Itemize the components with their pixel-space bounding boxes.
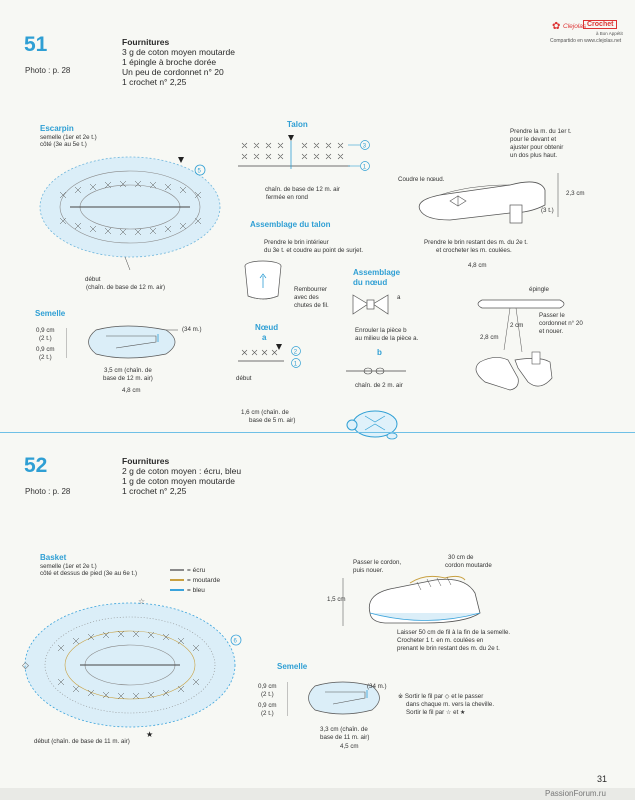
shoe-note4: un dos plus haut. bbox=[510, 152, 558, 159]
brand-box: Crochet bbox=[583, 20, 617, 29]
talon-note1: chaîn. de base de 12 m. air bbox=[265, 186, 340, 193]
basket-sub2: côté et dessus de pied (3e au 6e t.) bbox=[40, 570, 137, 577]
semelle-h3: 0,9 cm bbox=[36, 346, 55, 353]
shoe-noeud-note: Coudre le nœud. bbox=[398, 176, 445, 183]
page-number: 31 bbox=[597, 774, 608, 784]
fournitures-block bbox=[122, 456, 241, 496]
note-line3: Sortir le fil par ☆ et ★ bbox=[406, 709, 466, 716]
footer-bar bbox=[0, 788, 635, 800]
assemblage-noeud-note2: au milieu de la pièce a. bbox=[355, 335, 419, 342]
semelle-h2: (2 t.) bbox=[261, 691, 274, 698]
noeud-crochet-diagram bbox=[236, 342, 306, 372]
pin-shoes-figure bbox=[460, 290, 580, 420]
fourniture-item: 2 g de coton moyen : écru, bleu bbox=[122, 466, 242, 476]
legend-label: = bleu bbox=[187, 586, 205, 594]
shoe-note2: pour le devant et bbox=[510, 136, 557, 143]
fournitures-title: Fournitures bbox=[122, 37, 170, 47]
svg-text:◇: ◇ bbox=[22, 661, 29, 671]
talon-title: Talon bbox=[287, 120, 308, 129]
shoe-bottom2: et crocheter les m. coulées. bbox=[436, 247, 512, 254]
svg-text:2: 2 bbox=[293, 349, 298, 356]
note-line1: ※ Sortir le fil par ◇ et le passer bbox=[398, 693, 484, 700]
pin-cord1: Passer le bbox=[539, 312, 565, 319]
fournitures-block bbox=[122, 37, 235, 87]
svg-text:5: 5 bbox=[197, 168, 201, 175]
semelle-w3: 4,8 cm bbox=[122, 387, 141, 394]
shoe-width: 4,8 cm bbox=[468, 262, 487, 269]
noeud-title: Nœud bbox=[255, 323, 279, 332]
fourniture-item: 1 crochet n° 2,25 bbox=[122, 486, 187, 496]
basket-note2: Crocheter 1 t. en m. coulées en bbox=[397, 637, 484, 644]
note-line2: dans chaque m. vers la cheville. bbox=[406, 701, 495, 708]
talon-assembly-figure bbox=[238, 258, 288, 308]
semelle-w1: 3,3 cm (chaîn. de bbox=[320, 726, 368, 733]
bow-figure bbox=[348, 290, 401, 325]
basket-start: début (chaîn. de base de 11 m. air) bbox=[34, 738, 130, 745]
fourniture-item: 3 g de coton moyen moutarde bbox=[122, 47, 235, 57]
assemblage-noeud-note1: Enrouler la pièce b bbox=[355, 327, 407, 334]
brand-mark: Clejolas bbox=[563, 23, 587, 30]
semelle-h2: (2 t.) bbox=[39, 335, 52, 342]
escarpin-sub2: côté (3e au 5e t.) bbox=[40, 141, 87, 148]
semelle-h4: (2 t.) bbox=[39, 354, 52, 361]
basket-note3: prenant le brin restant des m. du 2e t. bbox=[397, 645, 500, 652]
basket-title: Basket bbox=[40, 553, 67, 562]
bow-label-a: a bbox=[397, 294, 401, 301]
legend-swatch-ecru bbox=[170, 569, 184, 571]
semelle-figure bbox=[66, 320, 196, 365]
assemblage-talon-title: Assemblage du talon bbox=[250, 220, 331, 229]
semelle-w2: base de 11 m. air) bbox=[320, 734, 370, 741]
semelle-title: Semelle bbox=[277, 662, 308, 671]
escarpin-sub1: semelle (1er et 2e t.) bbox=[40, 134, 97, 141]
escarpin-start-base: (chaîn. de base de 12 m. air) bbox=[86, 284, 166, 291]
project-number: 51 bbox=[24, 33, 48, 56]
basket-finished-figure bbox=[335, 568, 510, 633]
pin-label: épingle bbox=[529, 286, 549, 293]
photo-ref: Photo : p. 28 bbox=[25, 487, 71, 496]
stuff-note3: chutes de fil. bbox=[294, 302, 329, 309]
fournitures-title: Fournitures bbox=[122, 456, 170, 466]
noeud-a: a bbox=[262, 333, 267, 342]
brand-sub: à Bon Appétit bbox=[596, 31, 623, 36]
project-number: 52 bbox=[24, 454, 48, 477]
semelle-tag: (34 m.) bbox=[182, 326, 202, 333]
escarpin-start: début bbox=[85, 276, 101, 283]
basket-crochet-diagram bbox=[18, 590, 248, 740]
escarpin-crochet-diagram bbox=[30, 152, 230, 272]
section-divider bbox=[0, 432, 635, 433]
semelle-tag: (34 m.) bbox=[367, 683, 387, 690]
basket-cord1: Passer le cordon, bbox=[353, 559, 402, 566]
talon-note2: fermée en rond bbox=[266, 194, 308, 201]
talon-crochet-diagram bbox=[238, 135, 378, 175]
basket-cord2: puis nouer. bbox=[353, 567, 384, 574]
shoe-note1: Prendre la m. du 1er t. bbox=[510, 128, 572, 135]
pin-cord2: cordonnet n° 20 bbox=[539, 320, 583, 327]
pin-len2: 2,8 cm bbox=[480, 334, 499, 341]
fourniture-item: Un peu de cordonnet n° 20 bbox=[122, 67, 224, 77]
legend-label: = écru bbox=[187, 566, 206, 574]
stuff-note2: avec des bbox=[294, 294, 319, 301]
basket-note1: Laisser 50 cm de fil à la fin de la semelle. bbox=[397, 629, 511, 636]
shoe-bottom1: Prendre le brin restant des m. du 2e t. bbox=[424, 239, 528, 246]
semelle-w2: base de 12 m. air) bbox=[103, 375, 153, 382]
photo-ref: Photo : p. 28 bbox=[25, 66, 71, 75]
svg-text:1: 1 bbox=[362, 164, 367, 171]
assemblage-noeud-title2: du nœud bbox=[353, 278, 388, 287]
legend-label: = moutarde bbox=[187, 576, 221, 584]
legend-item bbox=[170, 565, 220, 575]
assemblage-talon-note2: du 3e t. et coudre au point de surjet. bbox=[264, 247, 364, 254]
svg-text:★: ★ bbox=[146, 730, 154, 739]
noeud-dim1: 1,6 cm (chaîn. de bbox=[241, 409, 289, 416]
svg-text:1: 1 bbox=[293, 361, 298, 368]
basket-cm1: 30 cm de bbox=[448, 554, 474, 561]
semelle-w3: 4,5 cm bbox=[340, 743, 359, 750]
svg-text:☆: ☆ bbox=[138, 597, 146, 606]
turtle-ornament bbox=[340, 402, 410, 442]
pin-cord3: et nouer. bbox=[539, 328, 564, 335]
legend-item bbox=[170, 575, 220, 585]
noeud-dim2: base de 5 m. air) bbox=[249, 417, 296, 424]
semelle-w1: 3,5 cm (chaîn. de bbox=[104, 367, 152, 374]
shoe-height: 2,3 cm bbox=[566, 190, 585, 197]
basket-sub1: semelle (1er et 2e t.) bbox=[40, 563, 97, 570]
escarpin-finished-figure bbox=[410, 165, 570, 235]
semelle-title: Semelle bbox=[35, 309, 66, 318]
fourniture-item: 1 épingle à broche dorée bbox=[122, 57, 217, 67]
basket-height: 1,5 cm bbox=[327, 596, 346, 603]
b-title: b bbox=[377, 348, 382, 357]
svg-text:3: 3 bbox=[362, 143, 367, 150]
svg-text:6: 6 bbox=[233, 638, 237, 645]
semelle-h1: 0,9 cm bbox=[36, 327, 55, 334]
shoe-heel: (3 t.) bbox=[541, 207, 554, 214]
assemblage-noeud-title: Assemblage bbox=[353, 268, 401, 277]
basket-cm2: cordon moutarde bbox=[445, 562, 492, 569]
flower-icon: ✿ bbox=[552, 21, 561, 32]
noeud-start: début bbox=[236, 375, 252, 382]
pin-len1: 2 cm bbox=[510, 322, 524, 329]
semelle-h1: 0,9 cm bbox=[258, 683, 277, 690]
b-note: chaîn. de 2 m. air bbox=[355, 382, 403, 389]
fourniture-item: 1 g de coton moyen moutarde bbox=[122, 476, 235, 486]
watermark: PassionForum.ru bbox=[545, 789, 606, 798]
assemblage-talon-note1: Prendre le brin intérieur bbox=[264, 239, 329, 246]
fourniture-item: 1 crochet n° 2,25 bbox=[122, 77, 187, 87]
stuff-note1: Rembourrer bbox=[294, 286, 328, 293]
semelle-h3: 0,9 cm bbox=[258, 702, 277, 709]
legend-swatch-moutarde bbox=[170, 579, 184, 581]
escarpin-title: Escarpin bbox=[40, 124, 74, 133]
shoe-note3: ajuster pour obtenir bbox=[510, 144, 564, 151]
semelle-h4: (2 t.) bbox=[261, 710, 274, 717]
publisher-line: Compartido en www.clejolas.net bbox=[550, 38, 622, 44]
b-chain-diagram bbox=[346, 364, 406, 378]
